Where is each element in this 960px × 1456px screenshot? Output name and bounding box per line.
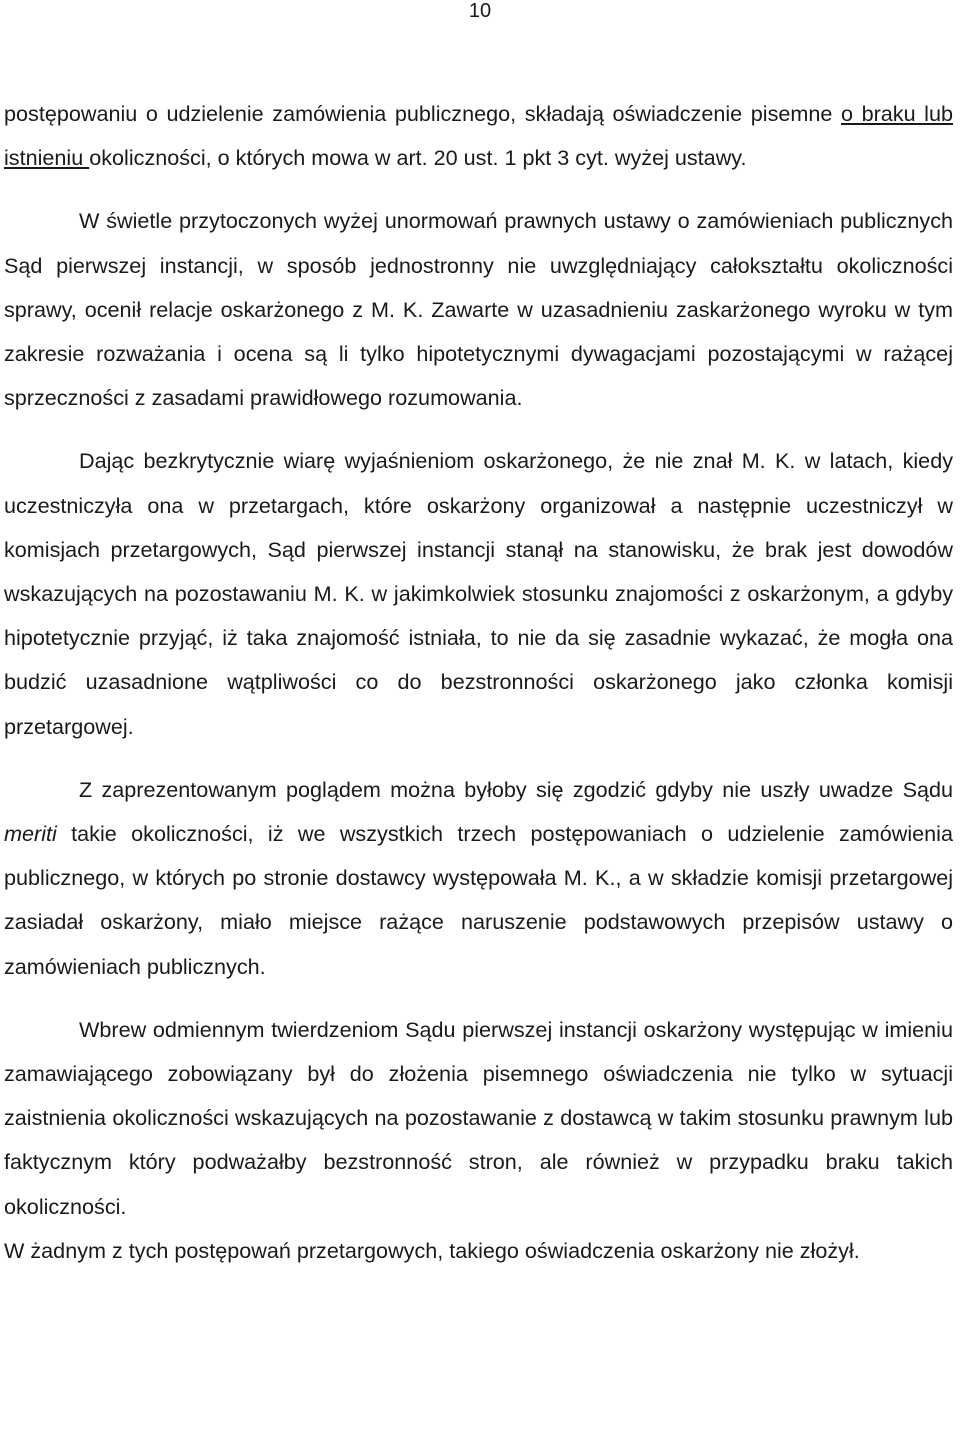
document-body — [4, 92, 953, 1273]
paragraph-4-text-end: takie okoliczności, iż we wszystkich trzech postępowaniach o udzielenie zamówienia publicznego, w których po stronie dostawcy występowała M. K., a w składzie komisji przetargowej zasiadał oskarżony, miało miejsce rażące naruszenie podstawowych przepisów ustawy o zamówieniach publicznych. — [4, 821, 953, 979]
paragraph-1-text-end: okoliczności, o których mowa w art. 20 ust. 1 pkt 3 cyt. wyżej ustawy. — [89, 145, 747, 171]
paragraph-1-text: postępowaniu o udzielenie zamówienia publicznego, składają oświadczenie pisemne — [4, 101, 841, 126]
paragraph-2: W świetle przytoczonych wyżej unormowań prawnych ustawy o zamówieniach publicznych Sąd pierwszej instancji, w sposób jednostronny nie uwzględniający całokształtu okoliczności sprawy, ocenił relacje oskarżonego z M. K. Zawarte w uzasadnieniu zaskarżonego wyroku w tym zakresie rozważania i ocena są li tylko hipotetycznymi dywagacjami pozostającymi w rażącej sprzeczności z zasadami prawidłowego rozumowania. — [4, 208, 953, 411]
paragraph-6: W żadnym z tych postępowań przetargowych, takiego oświadczenia oskarżony nie złożył. — [4, 1237, 860, 1263]
underlined-phrase: o braku lub istnieniu — [4, 101, 953, 171]
paragraph-4 — [4, 768, 953, 989]
paragraph-4-text: Z zaprezentowanym poglądem można byłoby się zgodzić gdyby nie uszły uwadze Sądu — [79, 776, 953, 802]
paragraph-1 — [4, 92, 953, 180]
paragraph-5: Wbrew odmiennym twierdzeniom Sądu pierwszej instancji oskarżony występując w imieniu zamawiającego zobowiązany był do złożenia pisemnego oświadczenia nie tylko w sytuacji zaistnienia okoliczności wskazujących na pozostawanie z dostawcą w takim stosunku prawnym lub faktycznym który podważałby bezstronność stron, ale również w przypadku braku takich okoliczności. — [4, 1016, 953, 1219]
paragraph-3: Dając bezkrytycznie wiarę wyjaśnieniom oskarżonego, że nie znał M. K. w latach, kiedy uczestniczyła ona w przetargach, które oskarżony organizował a następnie uczestniczył w komisjach przetargowych, Sąd pierwszej instancji stanął na stanowisku, że brak jest dowodów wskazujących na pozostawaniu M. K. w jakimkolwiek stosunku znajomości z oskarżonym, a gdyby hipotetycznie przyjąć, iż taka znajomość istniała, to nie da się zasadnie wykazać, że mogła ona budzić uzasadnione wątpliwości co do bezstronności oskarżonego jako członka komisji przetargowej. — [4, 448, 953, 739]
page-number: 10 — [468, 0, 492, 22]
italic-word: meriti — [4, 821, 57, 847]
